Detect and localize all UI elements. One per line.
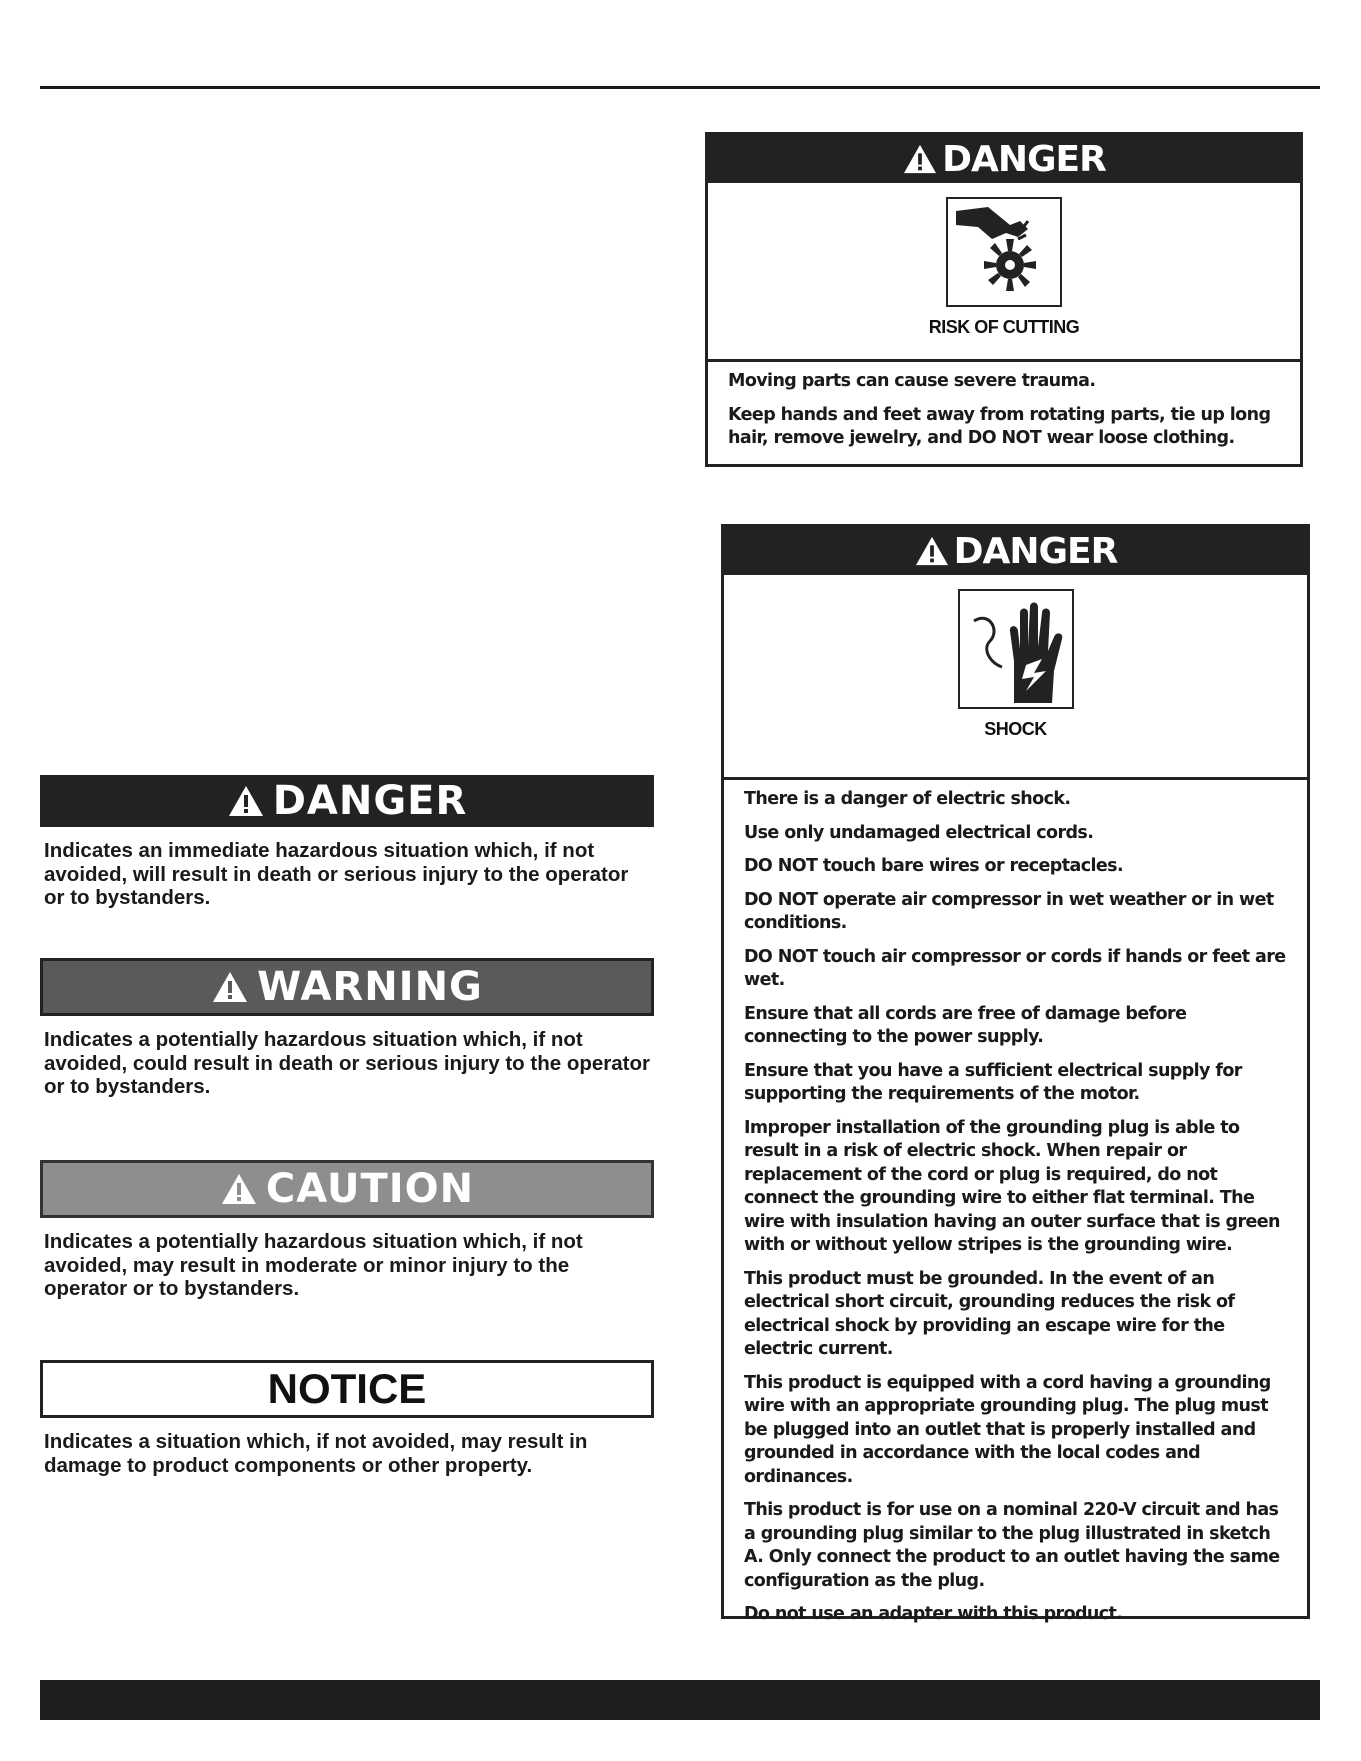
shock-line: DO NOT operate air compressor in wet weather or in wet conditions. [744,889,1274,933]
shock-line: DO NOT touch air compressor or cords if hands or feet are wet. [744,946,1286,990]
cutting-line: Keep hands and feet away from rotating parts, tie up long hair, remove jewelry, and DO NOT wear loose clothing. [728,404,1271,448]
danger-title: DANGER [272,778,468,824]
warning-triangle-icon [211,970,249,1004]
danger-description: Indicates an immediate hazardous situation which, if not avoided, will result in death or serious injury to the operator or to bystanders. [44,839,629,909]
cutting-label-title: DANGER [942,138,1106,180]
shock-line: This product is for use on a nominal 220-V circuit and has a grounding plug similar to the plug illustrated in sketch A. Only connect the product to an outlet having the same configuration as the plug. [744,1500,1280,1591]
cutting-pictogram-area [708,197,1300,362]
cutting-caption: RISK OF CUTTING [928,317,1080,337]
warning-triangle-icon [914,535,950,567]
caution-definition [40,1160,654,1301]
cutting-line: Moving parts can cause severe trauma. [728,371,1096,391]
shock-hazard-label [721,524,1310,1624]
caution-banner [40,1160,654,1218]
shock-line: There is a danger of electric shock. [744,789,1071,809]
shock-line: This product is equipped with a cord having a grounding wire with an appropriate grounding plug. The plug must be plugged into an outlet that is properly installed and grounded in accordance with the local codes and ordinances. [744,1372,1271,1487]
warning-triangle-icon [227,784,265,818]
danger-banner [40,775,654,827]
shock-caption: SHOCK [984,719,1047,739]
shock-label-title: DANGER [953,530,1118,572]
shock-line: This product must be grounded. In the event of an electrical short circuit, grounding reduces the risk of electrical shock by providing an escape wire for the electric current. [744,1268,1235,1359]
warning-description: Indicates a potentially hazardous situation which, if not avoided, could result in death or serious injury to the operator or to bystanders. [44,1028,650,1098]
notice-definition [40,1360,654,1477]
shock-line: Ensure that you have a sufficient electrical supply for supporting the requirements of the motor. [744,1060,1242,1104]
shock-line: DO NOT touch bare wires or receptacles. [744,856,1124,876]
cutting-label-header [708,135,1300,183]
notice-description: Indicates a situation which, if not avoided, may result in damage to product components or other property. [44,1430,588,1477]
caution-title: CAUTION [265,1166,475,1212]
cutting-label-text [708,362,1300,471]
caution-description: Indicates a potentially hazardous situation which, if not avoided, may result in moderate or minor injury to the operator or to bystanders. [44,1230,583,1300]
warning-definition [40,958,654,1099]
shock-line: Use only undamaged electrical cords. [744,822,1094,843]
notice-title: NOTICE [267,1365,427,1412]
notice-banner [40,1360,654,1418]
warning-triangle-icon [220,1172,258,1206]
cutting-hazard-label [705,132,1303,467]
warning-title: WARNING [257,964,483,1010]
electric-shock-icon [958,589,1074,709]
warning-banner [40,958,654,1016]
shock-line: Do not use an adapter with this product. [744,1604,1123,1624]
shock-pictogram-area [724,589,1307,780]
risk-of-cutting-icon [946,197,1062,307]
header-rule [40,86,1320,89]
shock-line: Improper installation of the grounding plug is able to result in a risk of electric shock. When repair or replacement of the cord or plug is required, do not connect the grounding wire to either flat terminal. The wire with insulation having an outer surface that is green with or without yellow stripes is the grounding wire. [744,1117,1280,1255]
shock-label-header [724,527,1307,575]
warning-triangle-icon [902,143,938,175]
footer-bar [40,1680,1320,1720]
danger-definition [40,775,654,910]
shock-label-text [724,780,1307,1647]
shock-line: Ensure that all cords are free of damage before connecting to the power supply. [744,1003,1187,1047]
